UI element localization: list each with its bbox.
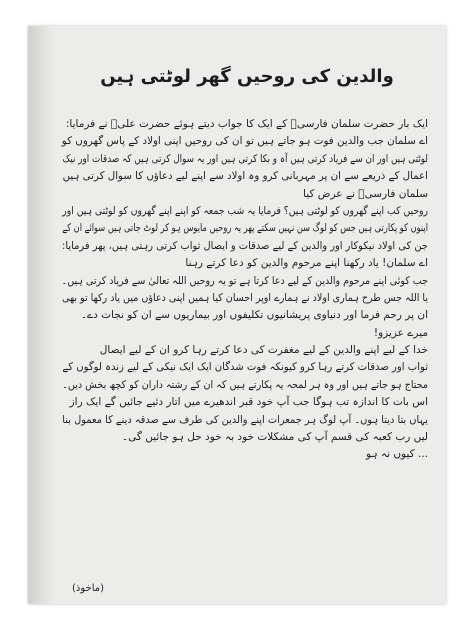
article-line: ان پر رحم فرما اور دنیاوی پریشانیوں تکلیفوں اور بیماریوں سے ان کو نجات دے۔ xyxy=(80,309,428,322)
article-line: محتاج ہو جاتے ہیں اور وہ ہر لمحہ یہ پکارتے ہیں کہ ان کے رشتہ داران کو کچھ بخش دیں۔ xyxy=(62,378,428,391)
article-title: والدین کی روحیں گھر لوٹتی ہیں xyxy=(100,66,394,87)
article-line: ثواب اور صدقات کرتے رہا کرو کیونکہ فوت شدگان ایک ایک نیکی کے لیے زندہ لوگوں کے xyxy=(62,361,428,374)
article-line: اعمال کے ذریعے سے ان پر مہربانی کرو وہ اولاد سے اپنے لیے دعاؤں کا سوال کرتی ہیں xyxy=(62,170,429,183)
article-line: اے سلمان! یاد رکھنا اپنے مرحوم والدین کو دعا کرتے رہنا xyxy=(185,257,428,270)
article-line: لوٹتی ہیں اور ان سے فریاد کرتی ہیں آہ و بکا کرتی ہیں اور یہ سوال کرتی ہیں کہ صدقات اور نیک xyxy=(62,152,428,165)
article-line: ایک بار حضرت سلمان فارسیؓ کے ایک کا جواب دیتے ہوئے حضرت علیؓ نے فرمایا: xyxy=(65,118,428,130)
article-line: لیں رب کعبہ کی قسم آپ کی مشکلات خود بہ خود حل ہو جائیں گی۔ xyxy=(122,431,428,444)
article-line: یہاں بتا دیتا ہوں۔ آپ لوگ ہر جمعرات اپنے والدین کی طرف سے صدقہ دینے کا معمول بنا xyxy=(62,413,429,426)
article-line: اپنوں کو پکارتی ہیں جس کو لوگ سن نہیں سکتے پھر یہ روحیں مایوس ہو کر لوٹ جاتی ہیں سوائے ان کے xyxy=(62,222,429,235)
article-line: یا اللہ جس طرح ہماری اولاد نے ہمارے اوپر احسان کیا ہمیں اپنی دعاؤں میں یاد رکھا تو بھی xyxy=(61,291,429,304)
article-line: ... کیوں نہ ہو xyxy=(366,448,428,461)
article-body xyxy=(62,116,428,464)
binder-edge xyxy=(28,26,54,604)
article-line: خدا کے لیے اپنے والدین کے لیے مغفرت کی دعا کرتے رہا کرو ان کے لیے ایصال xyxy=(99,344,428,357)
document-page xyxy=(28,26,446,604)
article-line: اس بات کا اندازہ تب ہوگا جب آپ خود قبر اندھیرے میں اتار دئیے جائیں گے ایک راز xyxy=(69,396,428,409)
source-note: (ماخوذ) xyxy=(72,583,105,594)
article-line: جن کی اولاد نیکوکار اور والدین کے لیے صدقات و ایصال ثواب کرتی رہتی ہیں، پھر فرمایا: xyxy=(62,239,428,252)
article-line: سلمان فارسیؓ نے عرض کیا xyxy=(303,187,428,200)
article-line: جب کوئی اپنے مرحوم والدین کے لیے دعا کرتا ہے تو یہ روحیں اللہ تعالیٰ سے فریاد کرتی ہیں۔ xyxy=(61,274,429,287)
article-line: روحیں کب اپنے گھروں کو لوٹتی ہیں؟ فرمایا یہ شب جمعہ کو اپنے اپنے گھروں کو لوٹتی ہیں اور xyxy=(62,204,428,217)
article-line: اے سلمان جب والدین فوت ہو جاتے ہیں تو ان کی روحیں اپنی اولاد کے پاس گھروں کو xyxy=(61,135,428,148)
article-line: میرے عزیزو! xyxy=(373,326,428,339)
